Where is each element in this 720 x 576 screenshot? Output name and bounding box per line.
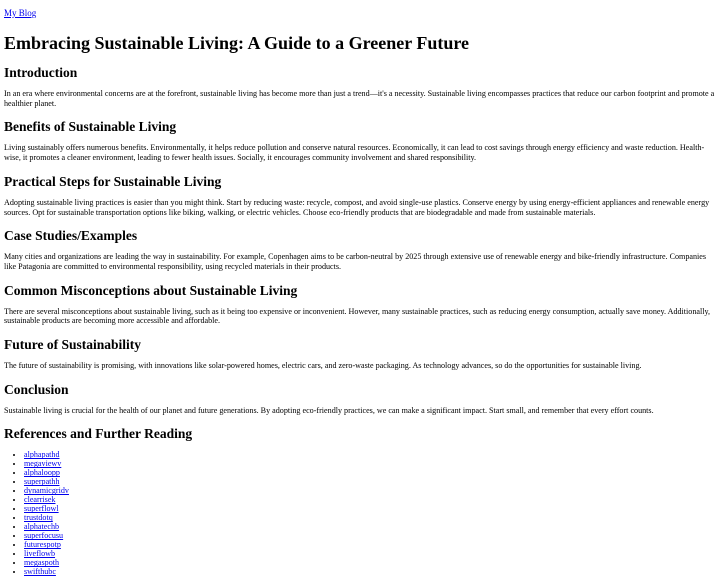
- section-heading-practical-steps: Practical Steps for Sustainable Living: [4, 173, 222, 189]
- list-item: [24, 549, 716, 558]
- reference-link[interactable]: megaviewv: [24, 459, 62, 469]
- section-text-misconceptions: There are several misconceptions about sustainable living, such as it being too expensive or inconvenient. However, many sustainable practices, such as reducing energy consumption, actually save money. Additionally, sustainable products are becoming more accessible and affordable.: [4, 306, 711, 326]
- section-heading-misconceptions: Common Misconceptions about Sustainable Living: [4, 282, 298, 298]
- reference-link[interactable]: futurespotp: [24, 540, 61, 550]
- references-list: [4, 450, 716, 576]
- list-item: [24, 450, 716, 459]
- reference-link[interactable]: dynamicgridv: [24, 486, 69, 496]
- reference-link[interactable]: alphapathd: [24, 450, 60, 460]
- reference-link[interactable]: swifthubc: [24, 567, 56, 576]
- reference-link[interactable]: trustdotq: [24, 513, 53, 523]
- list-item: [24, 495, 716, 504]
- section-text-future: The future of sustainability is promising, with innovations like solar-powered homes, electric cars, and zero-waste packaging. As technology advances, so do the opportunities for sustainable living.: [4, 361, 642, 371]
- reference-link[interactable]: alphaloopp: [24, 468, 60, 478]
- section-heading-case-studies: Case Studies/Examples: [4, 228, 138, 244]
- section-text-conclusion: Sustainable living is crucial for the health of our planet and future generations. By adopting eco-friendly practices, we can make a significant impact. Start small, and remember that every effort counts.: [4, 405, 654, 415]
- reference-link[interactable]: megaspoth: [24, 558, 60, 568]
- reference-link[interactable]: clearrisek: [24, 495, 56, 505]
- list-item: [24, 540, 716, 549]
- references-heading: References and Further Reading: [4, 426, 193, 442]
- section-heading-future: Future of Sustainability: [4, 337, 142, 353]
- section-text-case-studies: Many cities and organizations are leading the way in sustainability. For example, Copenhagen aims to be carbon-neutral by 2025 through extensive use of renewable energy and bike-friendly infrastructure. Companies like Patagonia are committed to environmental responsibility, using recycled materials in their products.: [4, 252, 706, 271]
- list-item: [24, 477, 716, 486]
- reference-link[interactable]: superfocusu: [24, 531, 64, 541]
- list-item: [24, 531, 716, 540]
- list-item: [24, 468, 716, 477]
- list-item: [24, 459, 716, 468]
- section-heading-introduction: Introduction: [4, 65, 78, 80]
- my-blog-link[interactable]: My Blog: [4, 8, 37, 18]
- list-item: [24, 558, 716, 567]
- section-text-benefits: Living sustainably offers numerous benefits. Environmentally, it helps reduce pollution and conserve natural resources. Economically, it can lead to cost savings through energy efficiency and waste reduction. Health-wise, it promotes a cleaner environment, leading to fewer health issues. Socially, it encourages community involvement and shared responsibility.: [4, 143, 705, 163]
- list-item: [24, 522, 716, 531]
- reference-link[interactable]: superflowl: [24, 504, 59, 514]
- list-item: [24, 486, 716, 495]
- list-item: [24, 504, 716, 513]
- reference-link[interactable]: liveflowb: [24, 549, 56, 559]
- reference-link[interactable]: alphatechb: [24, 522, 60, 532]
- section-heading-benefits: Benefits of Sustainable Living: [4, 119, 177, 135]
- section-heading-conclusion: Conclusion: [4, 381, 69, 397]
- reference-link[interactable]: superpathh: [24, 477, 60, 487]
- list-item: [24, 567, 716, 576]
- article-title: Embracing Sustainable Living: A Guide to a Greener Future: [4, 33, 470, 53]
- section-text-introduction: In an era where environmental concerns are at the forefront, sustainable living has become more than just a trend—it's a necessity. Sustainable living encompasses practices that reduce our carbon footprint and promote a healthier planet.: [4, 89, 715, 108]
- list-item: [24, 513, 716, 522]
- section-text-practical-steps: Adopting sustainable living practices is easier than you might think. Start by reducing waste: recycle, compost, and avoid single-use plastics. Conserve energy by using energy-efficient appliances and renewable energy sources. Opt for sustainable transportation options like biking, walking, or electric vehicles. Choose eco-friendly products that are biodegradable and made from sustainable materials.: [4, 197, 710, 217]
